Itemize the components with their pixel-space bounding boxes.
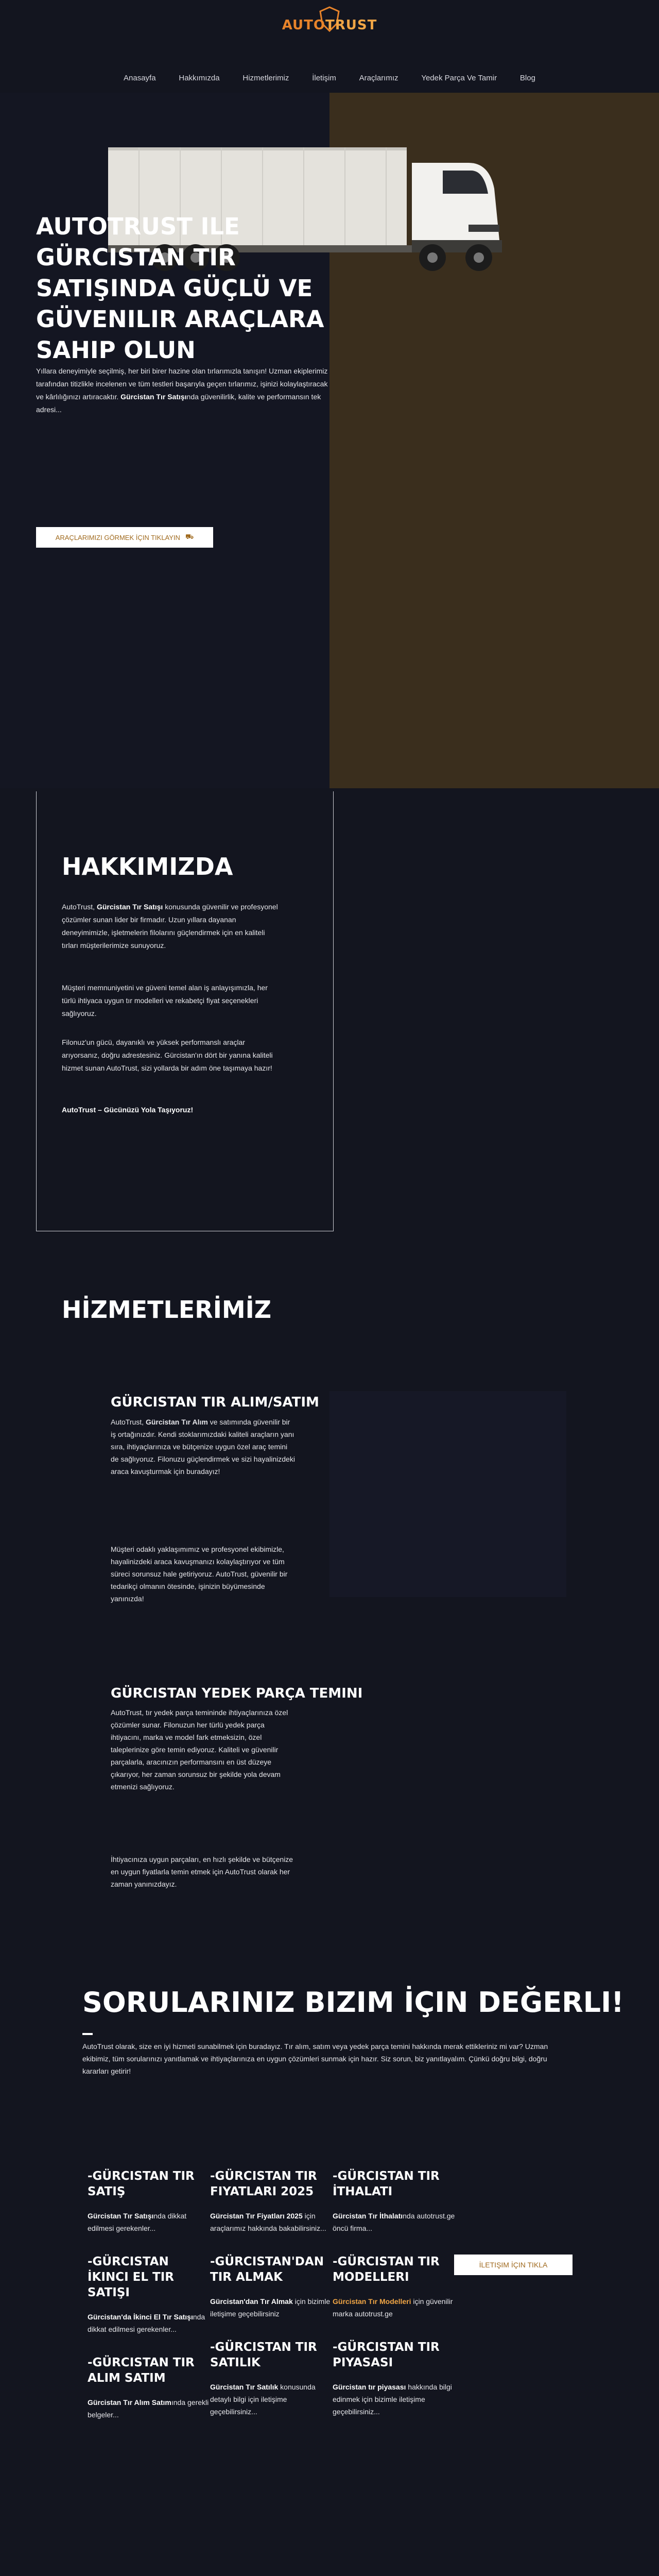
faq-answer: Gürcistan'dan Tır Almak için bizimle iletişime geçebilirsiniz <box>210 2297 331 2318</box>
services-title: HİZMETLERİMİZ <box>62 1296 272 1324</box>
faq-answer: Gürcistan Tır Fiyatları 2025 için araçlarımız hakkında bakabilirsiniz... <box>210 2212 326 2232</box>
faq-question[interactable]: -GÜRCISTAN TIR MODELLERI <box>333 2255 440 2284</box>
nav-item-home[interactable]: Anasayfa <box>124 74 156 82</box>
about-paragraph-1: AutoTrust, Gürcistan Tır Satışı konusunda güvenilir ve profesyonel çözümler sunan lider bir firmadır. Uzun yıllara dayanan deneyimimizle, işletmelerin filolarını güçlendirmek için en kaliteli tırları müşterilerimize sunuyoruz. <box>62 903 278 950</box>
faq-intro: AutoTrust olarak, size en iyi hizmeti sunabilmek için buradayız. Tır alım, satım veya yedek parça temini hakkında merak ettikleriniz mi var? Uzman ekibimiz, tüm sorularınızı yanıtlamak ve ihtiyaçlarınıza en uygun çözümleri sunmak için hazır. Siz sorun, biz yanıtlayalım. Çünkü doğru bilgi, doğru kararları getirir! <box>82 2042 548 2075</box>
faq-question[interactable]: -GÜRCISTAN TIR SATILIK <box>210 2341 317 2369</box>
contact-cta-button[interactable]: İLETIŞIM İÇIN TIKLA <box>454 2255 573 2275</box>
logo-text: AUTOTRUST <box>282 18 377 33</box>
service-spare-parts-paragraph-1: AutoTrust, tır yedek parça temininde ihtiyaçlarınıza özel çözümler sunar. Filonuzun her türlü yedek parça ihtiyacını, marka ve model fark etmeksizin, özel taleplerinize göre temin ediyoruz. Kaliteli ve güvenilir parçalarla, aracınızın performansını en üst düzeye çıkarıyor, her zaman sorunsuz bir şekilde yola devam etmenizi sağlıyoruz. <box>111 1708 288 1791</box>
faq-question[interactable]: -GÜRCISTAN İKINCI EL TIR SATIŞI <box>88 2255 174 2299</box>
main-nav <box>124 74 535 82</box>
faq-column-3 <box>333 2168 456 2437</box>
service-trade-paragraph-1: AutoTrust, Gürcistan Tır Alım ve satımında güvenilir bir iş ortağınızdır. Kendi stoklarımızdaki kaliteli araçların yanı sıra, ihtiyaçlarınıza ve bütçenize uygun özel araç temini de sağlıyoruz. Filonuzu güçlendirmek ve sizi hayalinizdeki araca kavuşturmak için buradayız! <box>111 1418 295 1476</box>
nav-item-spare-parts[interactable]: Yedek Parça Ve Tamir <box>421 74 497 82</box>
faq-column-2 <box>210 2168 334 2437</box>
faq-answer: Gürcistan Tır İthalatında autotrust.ge öncü firma... <box>333 2212 455 2232</box>
faq-answer: Gürcistan Tır Modelleri için güvenilir marka autotrust.ge <box>333 2297 453 2318</box>
nav-item-vehicles[interactable]: Araçlarımız <box>359 74 398 82</box>
faq-question[interactable]: -GÜRCISTAN TIR ALIM SATIM <box>88 2356 195 2385</box>
about-title: HAKKIMIZDA <box>62 853 233 880</box>
faq-answer: Gürcistan tır piyasası hakkında bilgi edinmek için bizimle iletişime geçebilirsiniz... <box>333 2383 452 2416</box>
hero-title: AUTOTRUST ILE GÜRCISTAN TIR SATIŞINDA GÜÇLÜ VE GÜVENILIR ARAÇLARA SAHIP OLUN <box>36 213 324 364</box>
faq-title: SORULARINIZ BIZIM İÇIN DEĞERLI! <box>82 1986 624 2019</box>
faq-question[interactable]: -GÜRCISTAN TIR PIYASASI <box>333 2341 440 2369</box>
service-image <box>330 1391 566 1597</box>
about-slogan: AutoTrust – Gücünüzü Yola Taşıyoruz! <box>62 1106 194 1114</box>
faq-answer: Gürcistan Tır Alım Satımında gerekli belgeler... <box>88 2398 209 2419</box>
faq-answer: Gürcistan'da İkinci El Tır Satışında dikkat edilmesi gerekenler... <box>88 2313 205 2333</box>
faq-question[interactable]: -GÜRCISTAN TIR SATIŞ <box>88 2170 195 2198</box>
service-trade-paragraph-2: Müşteri odaklı yaklaşımımız ve profesyonel ekibimizle, hayalinizdeki araca kavuşmanızı kolaylaştırıyor ve tüm süreci sorunsuz hale getiriyoruz. AutoTrust, güvenilir bir tedarikçi olmanın ötesinde, işinizin büyümesinde yanınızda! <box>111 1545 288 1603</box>
view-vehicles-button[interactable] <box>36 527 213 548</box>
faq-divider <box>82 2033 93 2035</box>
faq-column-1 <box>88 2168 211 2441</box>
view-vehicles-button-label: ARAÇLARIMIZI GÖRMEK İÇIN TIKLAYIN <box>55 533 180 541</box>
service-title-spare-parts: GÜRCISTAN YEDEK PARÇA TEMINI <box>111 1686 363 1701</box>
about-paragraph-2: Müşteri memnuniyetini ve güveni temel alan iş anlayışımızla, her türlü ihtiyaca uygun tır modelleri ve rekabetçi fiyat seçenekleri sağlıyoruz. <box>62 984 268 1018</box>
hero-text: Yıllara deneyimiyle seçilmiş, her biri birer hazine olan tırlarımızla tanışın! Uzman ekiplerimiz tarafından titizlikle incelenen ve tüm testleri başarıyla geçen tırlarımız, işinizi kolaylaştıracak ve kârlılığınızı artıracaktır. Gürcistan Tır Satışında güvenilirlik, kalite ve performansın tek adresi... <box>36 367 328 414</box>
faq-question[interactable]: -GÜRCISTAN TIR FIYATLARI 2025 <box>210 2170 317 2198</box>
faq-answer: Gürcistan Tır Satılık konusunda detaylı bilgi için iletişime geçebilirsiniz... <box>210 2383 316 2416</box>
faq-question[interactable]: -GÜRCISTAN'DAN TIR ALMAK <box>210 2255 324 2284</box>
faq-answer: Gürcistan Tır Satışında dikkat edilmesi gerekenler... <box>88 2212 187 2232</box>
truck-icon: ⛟ <box>185 533 194 540</box>
about-paragraph-3: Filonuz'un gücü, dayanıklı ve yüksek performanslı araçlar arıyorsanız, doğru adrestesiniz. Gürcistan'ın dört bir yanına kaliteli hizmet sunan AutoTrust, sizi yollarda bir adım öne taşımaya hazır! <box>62 1038 273 1072</box>
faq-question[interactable]: -GÜRCISTAN TIR İTHALATI <box>333 2170 440 2198</box>
service-title-trade: GÜRCISTAN TIR ALIM/SATIM <box>111 1395 319 1410</box>
nav-item-services[interactable]: Hizmetlerimiz <box>242 74 289 82</box>
nav-item-contact[interactable]: İletişim <box>312 74 336 82</box>
nav-item-blog[interactable]: Blog <box>519 74 535 82</box>
nav-item-about[interactable]: Hakkımızda <box>179 74 220 82</box>
service-spare-parts-paragraph-2: İhtiyacınıza uygun parçaları, en hızlı şekilde ve bütçenize en uygun fiyatlarla temin etmek için AutoTrust olarak her zaman yanınızdayız. <box>111 1855 293 1888</box>
site-logo[interactable] <box>278 4 381 40</box>
